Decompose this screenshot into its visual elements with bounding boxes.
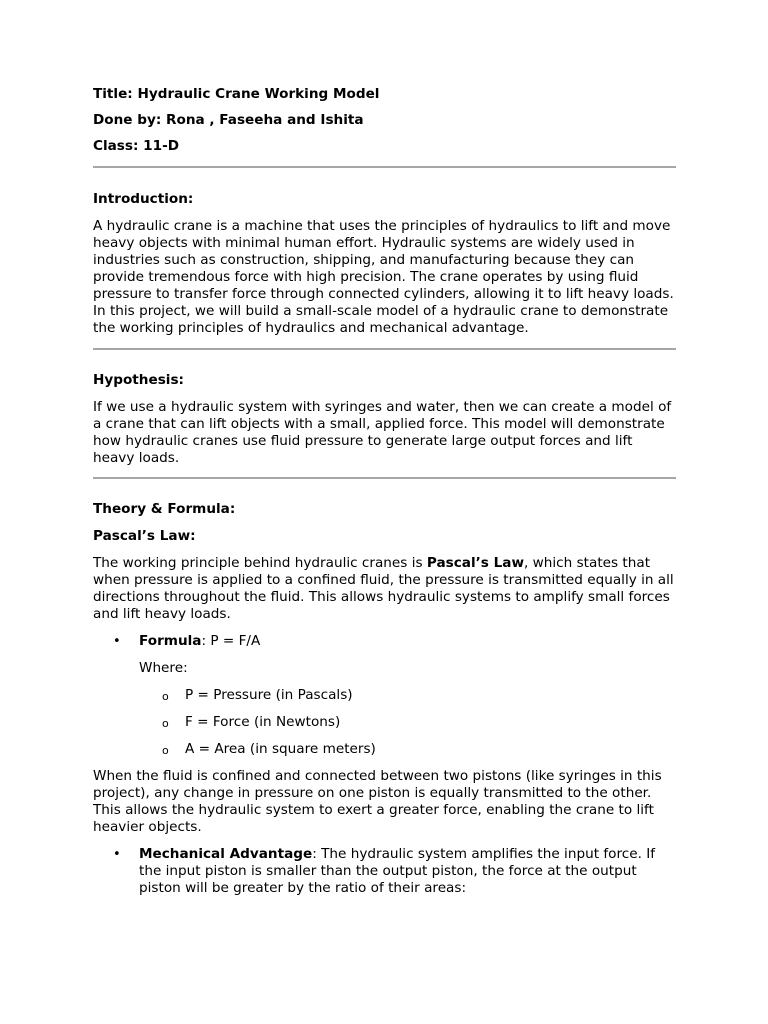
- definition-item: [93, 687, 676, 704]
- definition-force: F = Force (in Newtons): [185, 714, 341, 730]
- class-line: Class: 11-D: [93, 138, 180, 154]
- introduction-body: A hydraulic crane is a machine that uses the principles of hydraulics to lift and move heavy objects with minimal human effort. Hydraulic systems are widely used in industries such as construction, shipping, and manufacturing because they can provide tremendous force with high precision. The crane operates by using fluid pressure to transfer force through connected cylinders, allowing it to lift heavy loads. In this project, we will build a small-scale model of a hydraulic crane to demonstrate the working principles of hydraulics and mechanical advantage.: [93, 218, 674, 336]
- pascals-law-bold: Pascal’s Law: [426, 555, 525, 571]
- bullet-icon: •: [113, 847, 121, 862]
- pascals-law-text-end: , which states that when pressure is applied to a confined fluid, the pressure is transmitted equally in all directions throughout the fluid. This allows hydraulic systems to amplify small forces and lift heavy loads.: [93, 555, 674, 622]
- document-title: Title: Hydraulic Crane Working Model: [93, 86, 380, 102]
- hypothesis-body: If we use a hydraulic system with syringes and water, then we can create a model of a crane that can lift objects with a small, applied force. This model will demonstrate how hydraulic cranes use fluid pressure to generate large output forces and lift heavy loads.: [93, 399, 672, 466]
- definition-item: [93, 714, 676, 731]
- sub-bullet-icon: o: [162, 717, 169, 730]
- authors-line: Done by: Rona , Faseeha and Ishita: [93, 112, 364, 128]
- confined-fluid-paragraph: When the fluid is confined and connected between two pistons (like syringes in this project), any change in pressure on one piston is equally transmitted to the other. This allows the hydraulic system to exert a greater force, enabling the crane to lift heavier objects.: [93, 768, 662, 835]
- formula-bullet: [93, 633, 676, 650]
- formula-label: Formula: [139, 633, 202, 649]
- definition-pressure: P = Pressure (in Pascals): [185, 687, 353, 703]
- mechanical-advantage-text: : The hydraulic system amplifies the input force. If the input piston is smaller than the output piston, the force at the output piston will be greater by the ratio of their areas:: [139, 846, 656, 896]
- sub-bullet-icon: o: [162, 690, 169, 703]
- pascals-law-heading: Pascal’s Law:: [93, 528, 196, 544]
- introduction-heading: Introduction:: [93, 191, 194, 207]
- pascals-law-text-start: The working principle behind hydraulic cranes is: [93, 555, 427, 571]
- hypothesis-heading: Hypothesis:: [93, 372, 184, 388]
- pascals-law-paragraph: [93, 555, 676, 623]
- theory-heading: Theory & Formula:: [93, 501, 236, 517]
- where-label: Where:: [139, 660, 188, 676]
- sub-bullet-icon: o: [162, 744, 169, 757]
- definition-item: [93, 741, 676, 758]
- definition-area: A = Area (in square meters): [185, 741, 376, 757]
- bullet-icon: •: [113, 634, 121, 649]
- mechanical-advantage-label: Mechanical Advantage: [139, 846, 313, 862]
- document-page: [93, 86, 676, 897]
- formula-text: : P = F/A: [201, 633, 261, 649]
- mechanical-advantage-bullet: [93, 846, 676, 897]
